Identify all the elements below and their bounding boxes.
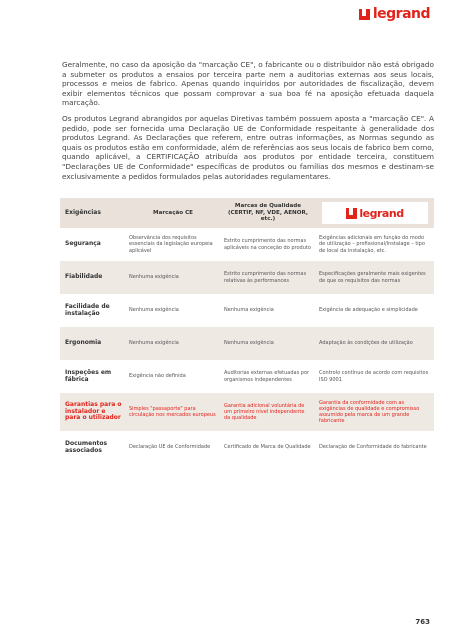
row-legrand: Controlo contínuo de acordo com requisitos ISO 9001 xyxy=(319,370,429,383)
row-ce: Nenhuma exigência xyxy=(129,274,179,281)
legrand-logo-icon xyxy=(359,9,370,20)
table-header-row xyxy=(60,198,434,228)
row-quality: Nenhuma exigência xyxy=(224,307,274,314)
row-ce: Nenhuma exigência xyxy=(129,340,179,347)
row-ce: Simples "passaporte" para circulação nos mercados europeus xyxy=(129,405,216,418)
table-row xyxy=(60,431,434,464)
legrand-logo-icon xyxy=(346,208,357,219)
row-requirement: Fiabilidade xyxy=(65,273,103,281)
table-row xyxy=(60,327,434,360)
row-requirement: Garantias para o instalador e para o utilizador xyxy=(65,400,122,422)
row-quality: Estrito cumprimento das normas aplicáveis na conceção do produto xyxy=(224,238,311,251)
row-requirement: Segurança xyxy=(65,240,101,248)
table-row xyxy=(60,261,434,294)
row-legrand: Adaptação às condições de utilização xyxy=(319,340,413,347)
row-quality: Garantia adicional voluntária de um primeiro nível independente da qualidade xyxy=(224,402,305,422)
row-legrand: Especificações geralmente mais exigentes de que os requisitos das normas xyxy=(319,271,426,284)
row-quality: Nenhuma exigência xyxy=(224,340,274,347)
table-row xyxy=(60,393,434,431)
header-requirements: Exigências xyxy=(65,208,101,216)
row-requirement: Facilidade de instalação xyxy=(65,302,110,317)
row-quality: Certificado de Marca de Qualidade xyxy=(224,444,311,451)
table-row xyxy=(60,294,434,327)
row-legrand: Exigências adicionais em função do modo de utilização – profissional/Instalage – tipo de local da instalação, etc. xyxy=(319,235,425,254)
row-ce: Declaração UE de Conformidade xyxy=(129,444,211,451)
row-requirement: Inspeções em fábrica xyxy=(65,368,112,383)
header-quality-marks: Marcas de Qualidade (CERTIF, NF, VDE, AENOR, etc.) xyxy=(227,203,309,223)
header-ce-marking: Marcação CE xyxy=(153,209,193,216)
intro-paragraph-1: Geralmente, no caso da aposição da "marcação CE", o fabricante ou o distribuidor não está obrigado a submeter os produtos a ensaios por terceira parte nem a auditorias externas aos seus locais, processos e meios de fabrico. Apenas quando inquiridos por autoridades de fiscalização, devem exibir elementos técnicos que possam comprovar a sua boa fé na aposição efetuada daquela marcação. xyxy=(62,60,434,108)
row-legrand: Exigência de adequação e simplicidade xyxy=(319,307,418,314)
row-legrand: Garantia da conformidade com as exigências de qualidade e compromisso assumido pela marca de um grande fabricante xyxy=(319,399,420,425)
intro-text xyxy=(62,60,434,187)
row-requirement: Ergonomia xyxy=(65,339,102,347)
intro-paragraph-2: Os produtos Legrand abrangidos por aquelas Diretivas também possuem aposta a "marcação CE". A pedido, pode ser fornecida uma Declaração UE de Conformidade respeitante à generalidade dos produtos Legrand. As Declarações que referem, entre outras informações, as Normas segundo as quais os produtos estão em conformidade, além de referências aos seus locais de fabrico bem como, quando aplicável, a CERTIFICAÇÃO atribuída aos produtos por entidade terceira, constituem "Declarações UE de Conformidade" específicas de produtos ou famílias dos mesmos e destinam-se exclusivamente a pedidos formulados pelas autoridades regulamentares. xyxy=(62,113,434,181)
legrand-logo xyxy=(359,7,430,21)
row-quality: Estrito cumprimento das normas relativas às performances xyxy=(224,271,307,284)
row-requirement: Documentos associados xyxy=(65,439,108,454)
row-ce: Exigência não definida xyxy=(129,373,186,380)
page-number: 763 xyxy=(415,618,430,626)
header-legrand-logo xyxy=(322,202,428,224)
table-row xyxy=(60,228,434,261)
row-ce: Nenhuma exigência xyxy=(129,307,179,314)
row-quality: Auditorias externas efetuadas por organismos independentes xyxy=(224,370,310,383)
legrand-logo-text: legrand xyxy=(359,206,404,220)
comparison-table xyxy=(60,198,434,464)
table-row xyxy=(60,360,434,393)
row-legrand: Declaração de Conformidade do fabricante xyxy=(319,444,427,451)
row-ce: Observância dos requisitos essenciais da legislação europeia aplicável xyxy=(129,235,213,254)
legrand-logo-text: legrand xyxy=(372,6,430,22)
